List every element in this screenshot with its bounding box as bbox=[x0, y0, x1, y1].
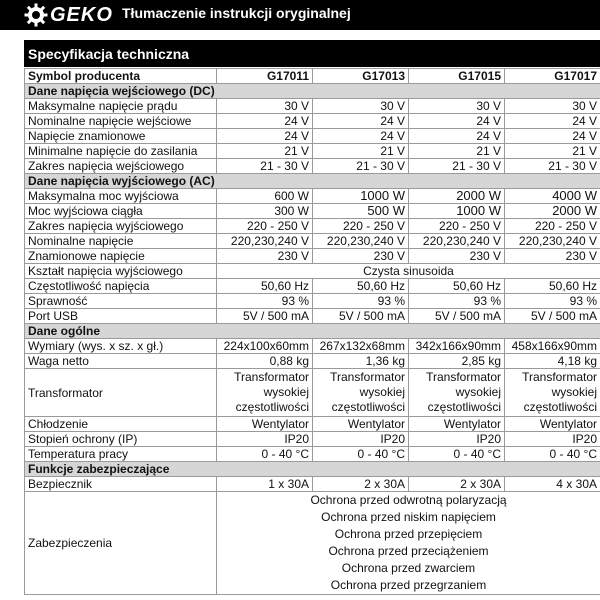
transformer-line: Transformator bbox=[426, 370, 501, 384]
value-cell: IP20 bbox=[313, 432, 409, 447]
value-cell: 21 V bbox=[409, 144, 505, 159]
value-cell: 220 - 250 V bbox=[505, 219, 600, 234]
value-cell: 1 x 30A bbox=[217, 477, 313, 492]
section-row bbox=[25, 324, 600, 339]
value-cell: 21 V bbox=[505, 144, 600, 159]
value-cell: Wentylator bbox=[409, 417, 505, 432]
table-row bbox=[25, 204, 600, 219]
value-cell: 21 V bbox=[313, 144, 409, 159]
value-cell: 21 - 30 V bbox=[313, 159, 409, 174]
value-cell: 2000 W bbox=[409, 189, 505, 204]
value-cell: 93 % bbox=[409, 294, 505, 309]
value-cell: 30 V bbox=[217, 99, 313, 114]
waveform-value: Czysta sinusoida bbox=[217, 264, 600, 279]
transformer-cell bbox=[217, 369, 313, 417]
transformer-line: wysokiej bbox=[455, 385, 501, 399]
row-label: Maksymalne napięcie prądu bbox=[25, 99, 217, 114]
value-cell: 4,18 kg bbox=[505, 354, 600, 369]
table-row bbox=[25, 432, 600, 447]
value-cell: 5V / 500 mA bbox=[505, 309, 600, 324]
row-label: Częstotliwość napięcia bbox=[25, 279, 217, 294]
transformer-line: częstotliwości bbox=[235, 400, 309, 414]
transformer-line: Transformator bbox=[330, 370, 405, 384]
protection-item: Ochrona przed przeciążeniem bbox=[328, 544, 489, 558]
value-cell: 24 V bbox=[409, 114, 505, 129]
value-cell: 0 - 40 °C bbox=[313, 447, 409, 462]
transformer-cell bbox=[505, 369, 600, 417]
protection-item: Ochrona przed zwarciem bbox=[341, 561, 476, 575]
value-cell: Wentylator bbox=[313, 417, 409, 432]
value-cell: 600 W bbox=[217, 189, 313, 204]
table-row bbox=[25, 99, 600, 114]
value-cell: 21 V bbox=[217, 144, 313, 159]
value-cell: 2 x 30A bbox=[409, 477, 505, 492]
section-heading: Dane napięcia wejściowego (DC) bbox=[25, 84, 600, 99]
row-label: Moc wyjściowa ciągła bbox=[25, 204, 217, 219]
value-cell: 230 V bbox=[313, 249, 409, 264]
protection-item: Ochrona przed odwrotną polaryzacją bbox=[310, 493, 507, 507]
row-label: Transformator bbox=[25, 369, 217, 417]
model-header: G17013 bbox=[313, 69, 409, 84]
value-cell: 220,230,240 V bbox=[409, 234, 505, 249]
value-cell: 230 V bbox=[505, 249, 600, 264]
row-label: Zabezpieczenia bbox=[25, 492, 217, 595]
transformer-line: wysokiej bbox=[263, 385, 309, 399]
table-row bbox=[25, 144, 600, 159]
row-label: Nominalne napięcie bbox=[25, 234, 217, 249]
value-cell: 230 V bbox=[409, 249, 505, 264]
value-cell: 230 V bbox=[217, 249, 313, 264]
value-cell: 0 - 40 °C bbox=[217, 447, 313, 462]
row-label: Stopień ochrony (IP) bbox=[25, 432, 217, 447]
transformer-cell bbox=[313, 369, 409, 417]
table-row bbox=[25, 477, 600, 492]
section-heading: Dane ogólne bbox=[25, 324, 600, 339]
table-row bbox=[25, 354, 600, 369]
table-row bbox=[25, 294, 600, 309]
row-label: Minimalne napięcie do zasilania bbox=[25, 144, 217, 159]
table-row bbox=[25, 189, 600, 204]
table-row bbox=[25, 279, 600, 294]
transformer-cell bbox=[409, 369, 505, 417]
value-cell: 30 V bbox=[505, 99, 600, 114]
protection-item: Ochrona przed przepięciem bbox=[334, 527, 483, 541]
value-cell: 93 % bbox=[313, 294, 409, 309]
value-cell: 30 V bbox=[313, 99, 409, 114]
section-row bbox=[25, 84, 600, 99]
value-cell: 21 - 30 V bbox=[409, 159, 505, 174]
value-cell: 24 V bbox=[505, 114, 600, 129]
protection-item: Ochrona przed przegrzaniem bbox=[330, 578, 487, 592]
value-cell: 24 V bbox=[217, 129, 313, 144]
value-cell: 24 V bbox=[313, 129, 409, 144]
table-row bbox=[25, 129, 600, 144]
row-label: Wymiary (wys. x sz. x gł.) bbox=[25, 339, 217, 354]
symbol-label: Symbol producenta bbox=[25, 69, 217, 84]
row-label: Zakres napięcia wejściowego bbox=[25, 159, 217, 174]
section-row bbox=[25, 462, 600, 477]
value-cell: 30 V bbox=[409, 99, 505, 114]
top-bar bbox=[0, 0, 600, 30]
value-cell: 21 - 30 V bbox=[217, 159, 313, 174]
table-row bbox=[25, 234, 600, 249]
table-row bbox=[25, 219, 600, 234]
row-label: Port USB bbox=[25, 309, 217, 324]
section-heading: Funkcje zabezpieczające bbox=[25, 462, 600, 477]
value-cell: 5V / 500 mA bbox=[409, 309, 505, 324]
row-label: Sprawność bbox=[25, 294, 217, 309]
header-row bbox=[25, 69, 600, 84]
value-cell: 50,60 Hz bbox=[313, 279, 409, 294]
value-cell: 4 x 30A bbox=[505, 477, 600, 492]
value-cell: 50,60 Hz bbox=[217, 279, 313, 294]
value-cell: 2,85 kg bbox=[409, 354, 505, 369]
value-cell: 1000 W bbox=[409, 204, 505, 219]
transformer-line: częstotliwości bbox=[427, 400, 501, 414]
row-label: Zakres napięcia wyjściowego bbox=[25, 219, 217, 234]
spec-title: Specyfikacja techniczna bbox=[28, 46, 190, 62]
transformer-line: Transformator bbox=[522, 370, 597, 384]
transformer-line: częstotliwości bbox=[331, 400, 405, 414]
value-cell: 342x166x90mm bbox=[409, 339, 505, 354]
table-row bbox=[25, 369, 600, 417]
value-cell: 2 x 30A bbox=[313, 477, 409, 492]
protection-item: Ochrona przed niskim napięciem bbox=[321, 510, 496, 524]
value-cell: 5V / 500 mA bbox=[217, 309, 313, 324]
table-row bbox=[25, 309, 600, 324]
table-row bbox=[25, 264, 600, 279]
model-header: G17015 bbox=[409, 69, 505, 84]
value-cell: 93 % bbox=[505, 294, 600, 309]
table-row bbox=[25, 339, 600, 354]
value-cell: 267x132x68mm bbox=[313, 339, 409, 354]
model-header: G17017 bbox=[505, 69, 600, 84]
value-cell: 24 V bbox=[313, 114, 409, 129]
value-cell: 220,230,240 V bbox=[505, 234, 600, 249]
value-cell: 220,230,240 V bbox=[217, 234, 313, 249]
value-cell: 1,36 kg bbox=[313, 354, 409, 369]
spec-section-bar bbox=[24, 40, 600, 67]
row-label: Bezpiecznik bbox=[25, 477, 217, 492]
row-label: Nominalne napięcie wejściowe bbox=[25, 114, 217, 129]
table-row bbox=[25, 114, 600, 129]
value-cell: 50,60 Hz bbox=[409, 279, 505, 294]
table-row bbox=[25, 417, 600, 432]
transformer-line: Transformator bbox=[234, 370, 309, 384]
row-label: Temperatura pracy bbox=[25, 447, 217, 462]
transformer-line: wysokiej bbox=[551, 385, 597, 399]
document-title: Tłumaczenie instrukcji oryginalnej bbox=[122, 5, 351, 21]
section-row bbox=[25, 174, 600, 189]
model-header: G17011 bbox=[217, 69, 313, 84]
row-label: Kształt napięcia wyjściowego bbox=[25, 264, 217, 279]
value-cell: 2000 W bbox=[505, 204, 600, 219]
logo-text: GEKO bbox=[50, 3, 113, 26]
value-cell: IP20 bbox=[505, 432, 600, 447]
value-cell: 21 - 30 V bbox=[505, 159, 600, 174]
value-cell: IP20 bbox=[409, 432, 505, 447]
section-heading: Dane napięcia wyjściowego (AC) bbox=[25, 174, 600, 189]
row-label: Chłodzenie bbox=[25, 417, 217, 432]
value-cell: 4000 W bbox=[505, 189, 600, 204]
row-label: Waga netto bbox=[25, 354, 217, 369]
value-cell: 93 % bbox=[217, 294, 313, 309]
table-row bbox=[25, 249, 600, 264]
value-cell: 220 - 250 V bbox=[217, 219, 313, 234]
value-cell: 458x166x90mm bbox=[505, 339, 600, 354]
value-cell: 24 V bbox=[505, 129, 600, 144]
transformer-line: częstotliwości bbox=[523, 400, 597, 414]
transformer-line: wysokiej bbox=[359, 385, 405, 399]
table-row bbox=[25, 159, 600, 174]
value-cell: 220,230,240 V bbox=[313, 234, 409, 249]
row-label: Maksymalna moc wyjściowa bbox=[25, 189, 217, 204]
row-label: Napięcie znamionowe bbox=[25, 129, 217, 144]
value-cell: 24 V bbox=[217, 114, 313, 129]
value-cell: 224x100x60mm bbox=[217, 339, 313, 354]
value-cell: 500 W bbox=[313, 204, 409, 219]
value-cell: 300 W bbox=[217, 204, 313, 219]
value-cell: 5V / 500 mA bbox=[313, 309, 409, 324]
value-cell: 220 - 250 V bbox=[313, 219, 409, 234]
protections-list bbox=[217, 492, 600, 595]
value-cell: 24 V bbox=[409, 129, 505, 144]
spec-table bbox=[24, 68, 600, 595]
value-cell: Wentylator bbox=[505, 417, 600, 432]
value-cell: 0,88 kg bbox=[217, 354, 313, 369]
value-cell: 50,60 Hz bbox=[505, 279, 600, 294]
value-cell: 220 - 250 V bbox=[409, 219, 505, 234]
value-cell: 1000 W bbox=[313, 189, 409, 204]
table-row bbox=[25, 492, 600, 595]
row-label: Znamionowe napięcie bbox=[25, 249, 217, 264]
geko-logo bbox=[24, 3, 113, 27]
value-cell: 0 - 40 °C bbox=[409, 447, 505, 462]
gear-icon bbox=[24, 3, 48, 27]
table-row bbox=[25, 447, 600, 462]
value-cell: 0 - 40 °C bbox=[505, 447, 600, 462]
value-cell: IP20 bbox=[217, 432, 313, 447]
value-cell: Wentylator bbox=[217, 417, 313, 432]
